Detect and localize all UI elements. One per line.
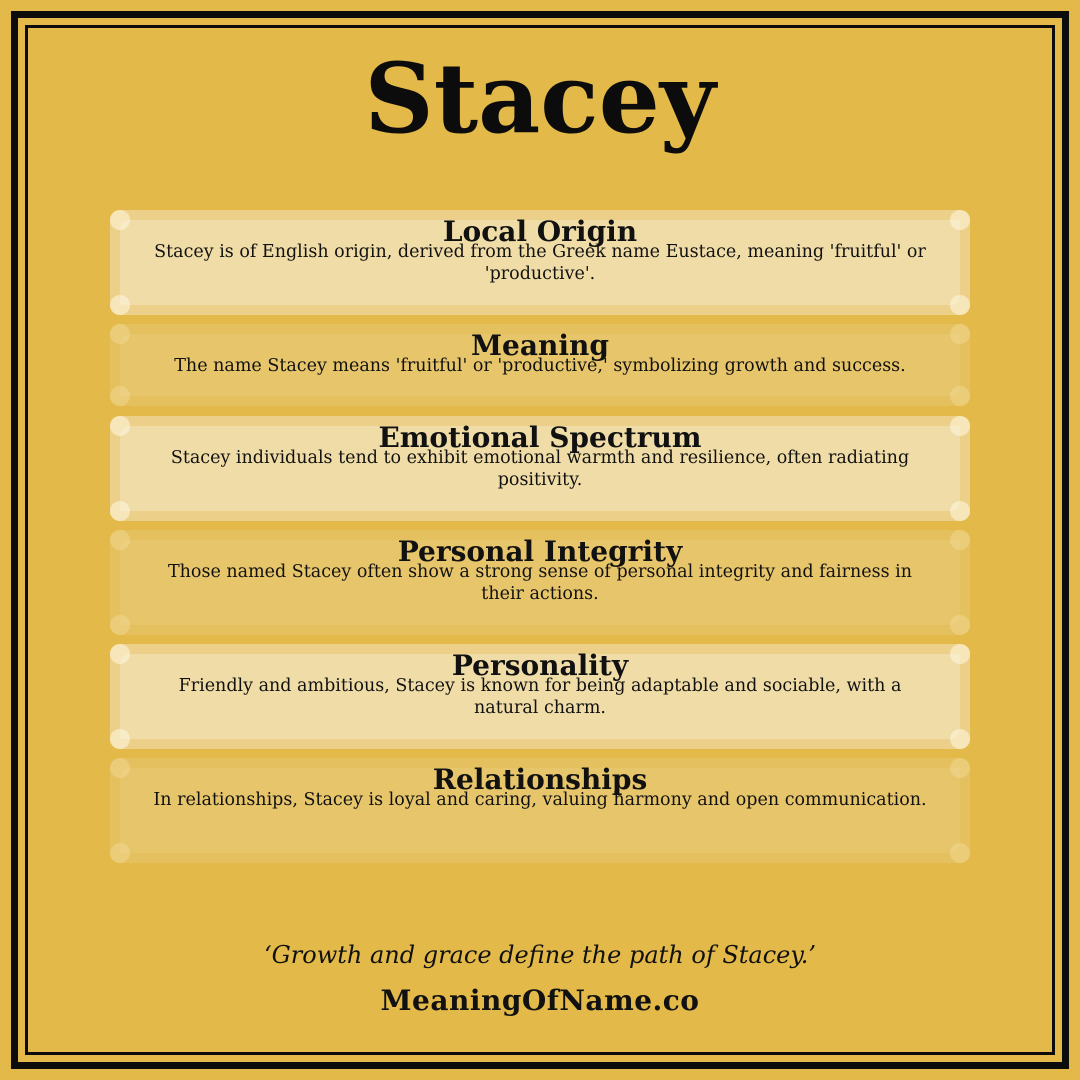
section-heading: Emotional Spectrum — [378, 421, 702, 454]
corner-dot — [950, 501, 970, 521]
corner-dot — [950, 729, 970, 749]
corner-dot — [950, 386, 970, 406]
section-emotional-spectrum — [110, 416, 970, 521]
section-heading: Meaning — [471, 329, 609, 362]
section-text: The name Stacey means 'fruitful' or 'productive,' symbolizing growth and success. — [174, 356, 906, 376]
section-heading: Relationships — [432, 763, 648, 796]
corner-dot — [110, 843, 130, 863]
name-title: Stacey — [364, 42, 716, 155]
corner-dot — [950, 843, 970, 863]
corner-dot — [950, 295, 970, 315]
section-text: Those named Stacey often show a strong sense of personal integrity and fairness in their actions. — [167, 562, 913, 604]
section-heading: Personality — [451, 649, 629, 682]
section-text: Stacey is of English origin, derived from the Greek name Eustace, meaning 'fruitful' or 'productive'. — [154, 242, 926, 284]
corner-dot — [110, 729, 130, 749]
section-heading: Local Origin — [442, 215, 638, 248]
section-text: Friendly and ambitious, Stacey is known for being adaptable and sociable, with a natural charm. — [178, 676, 902, 718]
section-meaning — [110, 324, 970, 406]
section-personal-integrity — [110, 530, 970, 635]
section-text: In relationships, Stacey is loyal and caring, valuing harmony and open communication. — [153, 790, 927, 810]
section-heading: Personal Integrity — [397, 535, 683, 568]
section-local-origin — [110, 210, 970, 315]
corner-dot — [110, 501, 130, 521]
corner-dot — [110, 386, 130, 406]
quote-text: ‘Growth and grace define the path of Stacey.’ — [264, 941, 816, 969]
section-text: Stacey individuals tend to exhibit emotional warmth and resilience, often radiating positivity. — [170, 448, 910, 490]
section-relationships — [110, 758, 970, 863]
section-personality — [110, 644, 970, 749]
corner-dot — [110, 295, 130, 315]
corner-dot — [110, 615, 130, 635]
corner-dot — [950, 615, 970, 635]
website-label: MeaningOfName.co — [380, 984, 700, 1017]
